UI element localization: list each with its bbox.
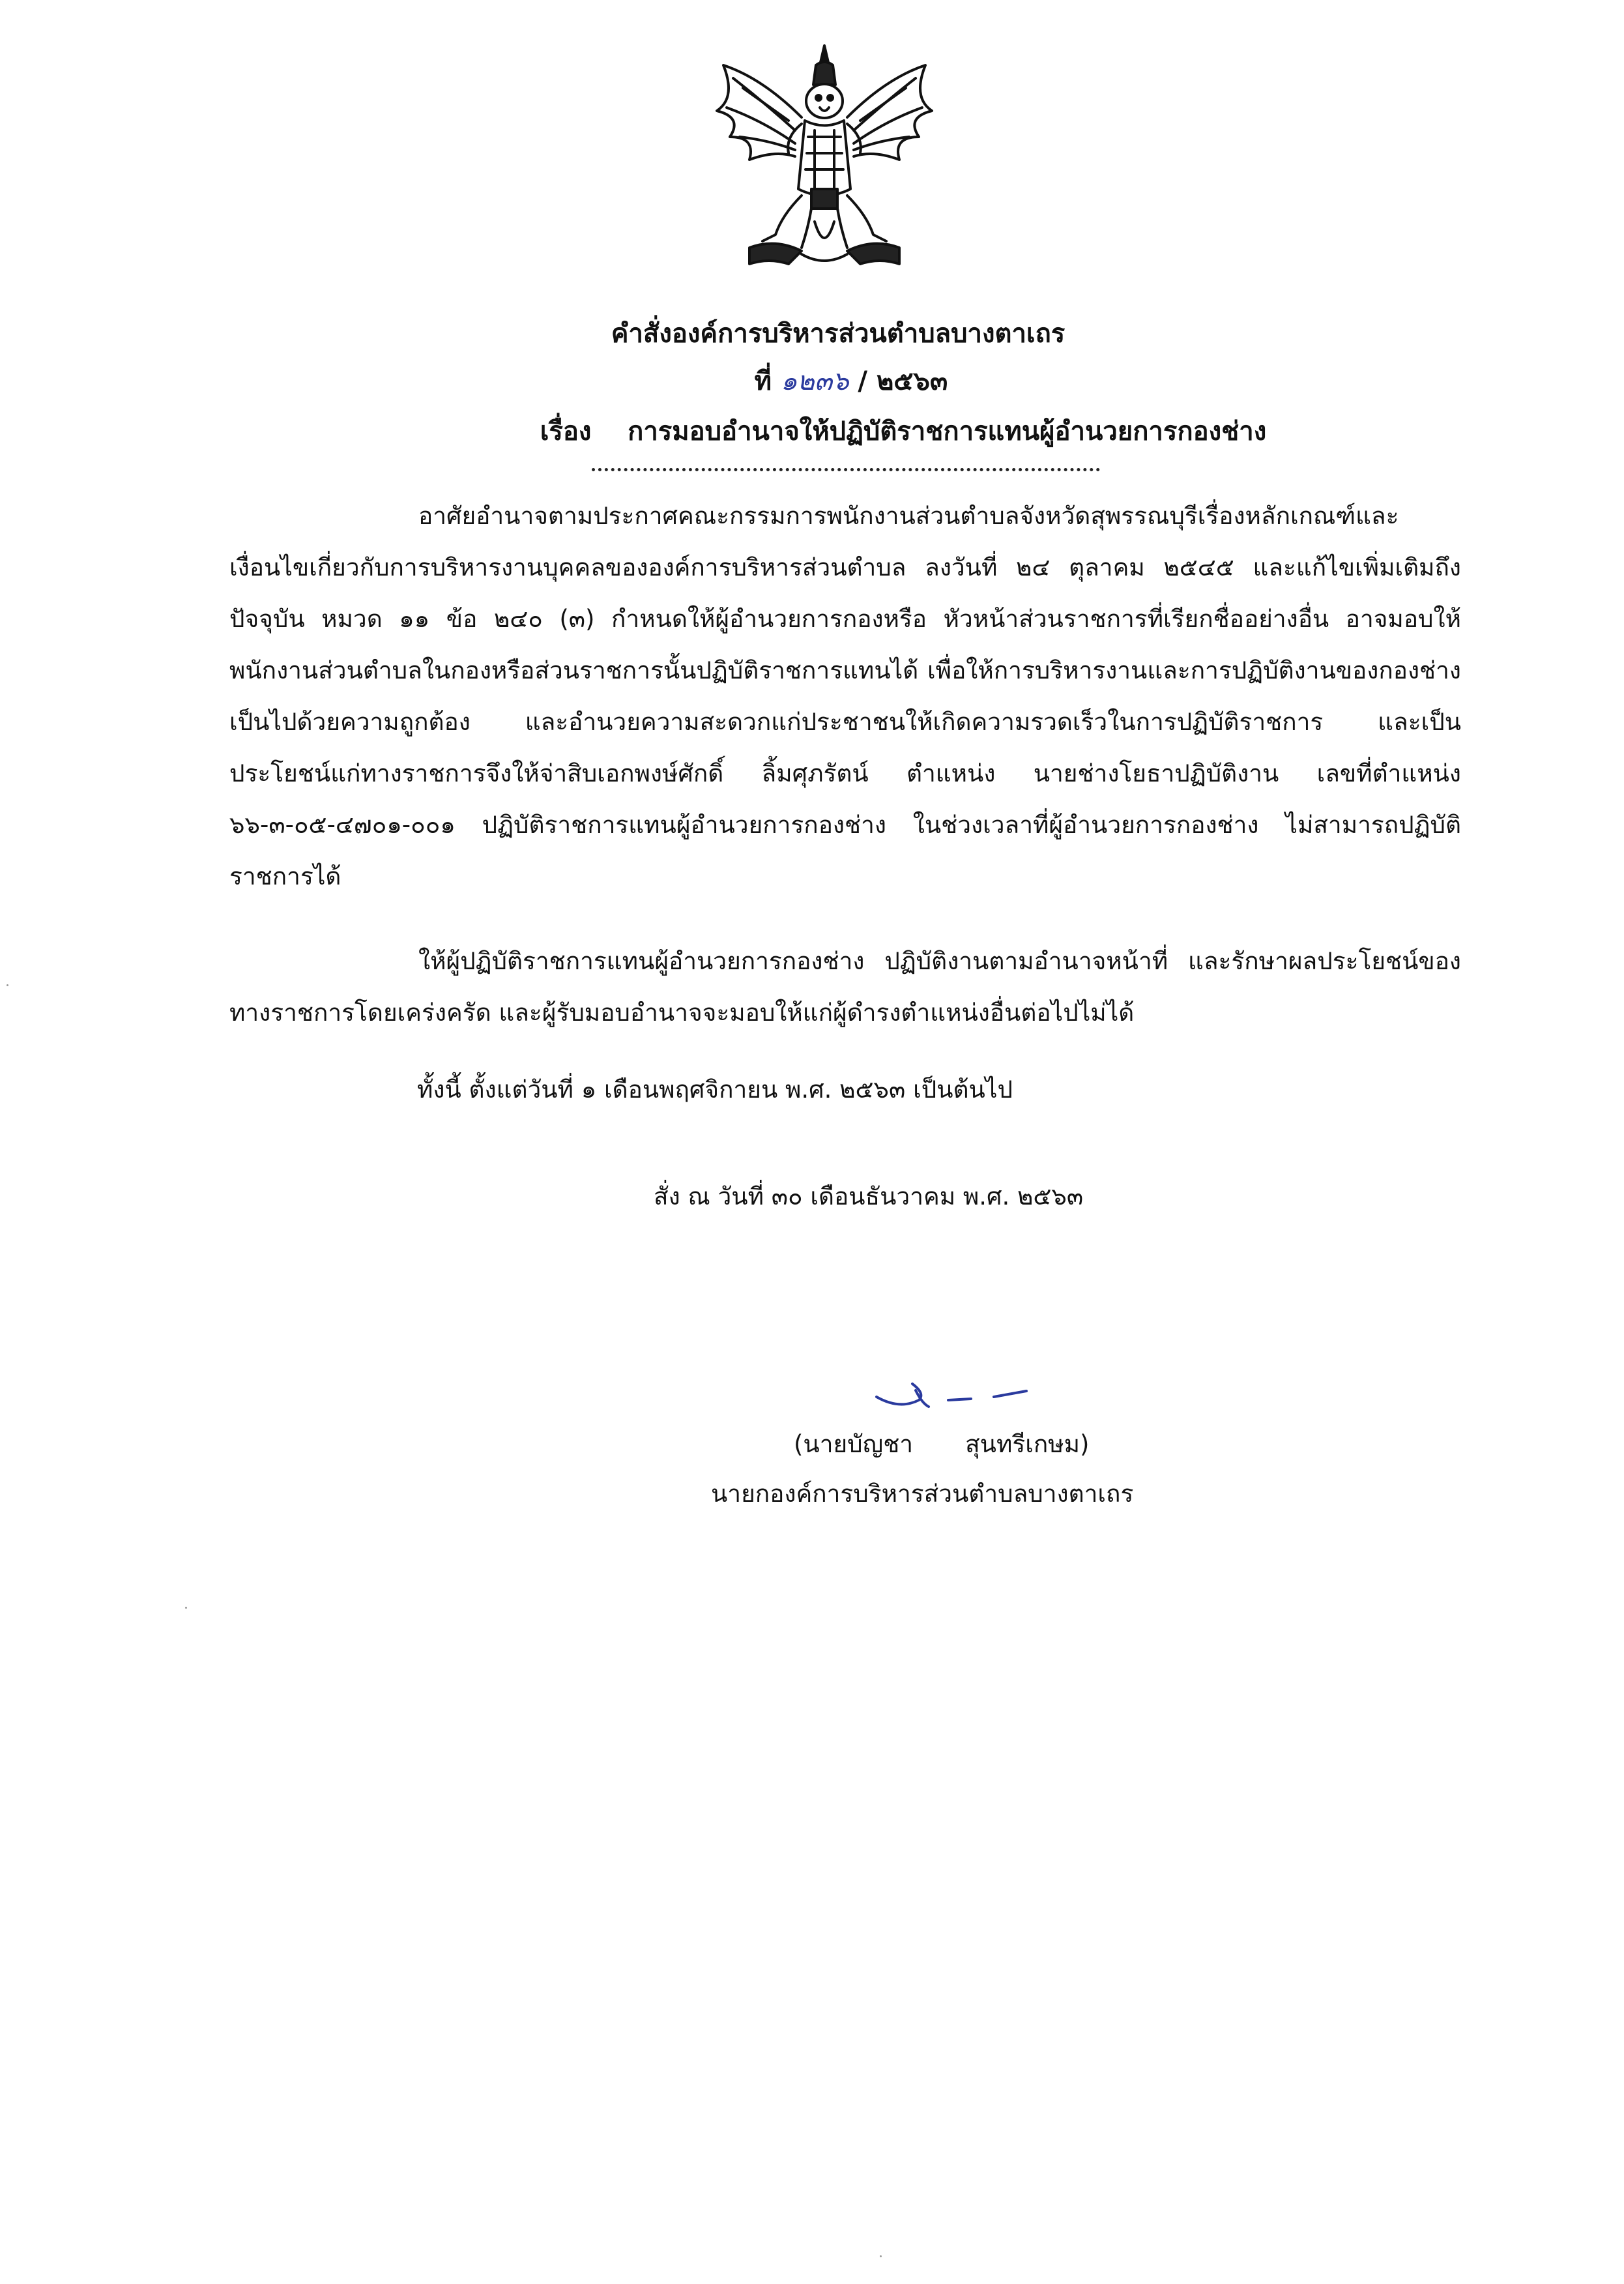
signatory-name — [794, 1425, 1090, 1464]
subject-label: เรื่อง — [540, 417, 592, 447]
signature-icon — [873, 1374, 1030, 1426]
effective-date: ทั้งนี้ ตั้งแต่วันที่ ๑ เดือนพฤศจิกายน พ.ศ. ๒๕๖๓ เป็นต้นไป — [417, 1076, 1013, 1104]
scan-speck — [7, 984, 8, 986]
signatory-name-first: (นายบัญชา — [794, 1430, 914, 1458]
signatory-name-last: สุนทรีเกษม) — [965, 1430, 1090, 1458]
order-number — [39, 362, 1624, 401]
order-dated: สั่ง ณ วันที่ ๓๐ เดือนธันวาคม พ.ศ. ๒๕๖๓ — [654, 1182, 1084, 1210]
order-title: คำสั่งองค์การบริหารส่วนตำบลบางตาเถร — [611, 319, 1066, 349]
body-paragraph-1: อาศัยอำนาจตามประกาศคณะกรรมการพนักงานส่วนตำบลจังหวัดสุพรรณบุรีเรื่องหลักเกณฑ์และเงื่อนไขเกี่ยวกับการบริหารงานบุคคลขององค์การบริหารส่วนตำบล ลงวันที่ ๒๔ ตุลาคม ๒๕๔๕ และแก้ไขเพิ่มเติมถึงปัจจุบัน หมวด ๑๑ ข้อ ๒๔๐ (๓) กำหนดให้ผู้อำนวยการกองหรือ หัวหน้าส่วนราชการที่เรียกชื่ออย่างอื่น อาจมอบให้พนักงานส่วนตำบลในกองหรือส่วนราชการนั้นปฏิบัติราชการแทนได้ เพื่อให้การบริหารงานและการปฏิบัติงานของกองช่าง เป็นไปด้วยความถูกต้อง และอำนวยความสะดวกแก่ประชาชนให้เกิดความรวดเร็วในการปฏิบัติราชการ และเป็นประโยชน์แก่ทางราชการจึงให้จ่าสิบเอกพงษ์ศักดิ์ ลิ้มศุภรัตน์ ตำแหน่ง นายช่างโยธาปฏิบัติงาน เลขที่ตำแหน่ง ๖๖-๓-๐๕-๔๗๐๑-๐๐๑ ปฏิบัติราชการแทนผู้อำนวยการกองช่าง ในช่วงเวลาที่ผู้อำนวยการกองช่าง ไม่สามารถปฏิบัติราชการได้ — [229, 502, 1461, 890]
order-number-prefix: ที่ — [754, 366, 772, 396]
signatory-position: นายกองค์การบริหารส่วนตำบลบางตาเถร — [711, 1480, 1134, 1508]
body-paragraph-2: ให้ผู้ปฏิบัติราชการแทนผู้อำนวยการกองช่าง ปฏิบัติงานตามอำนาจหน้าที่ และรักษาผลประโยชน์ของทางราชการโดยเคร่งครัด และผู้รับมอบอำนาจจะมอบให้แก่ผู้ดำรงตำแหน่งอื่นต่อไปไม่ได้ — [229, 947, 1461, 1027]
scan-speck — [185, 1607, 187, 1609]
order-number-handwritten: ๑๒๓๖ — [780, 366, 849, 396]
garuda-emblem-icon — [704, 39, 945, 287]
order-number-year: / ๒๕๖๓ — [858, 366, 948, 396]
dotted-separator — [592, 468, 1100, 471]
order-subject — [91, 412, 1624, 451]
scan-speck — [880, 2255, 882, 2257]
subject-text: การมอบอำนาจให้ปฏิบัติราชการแทนผู้อำนวยการกองช่าง — [628, 417, 1267, 447]
